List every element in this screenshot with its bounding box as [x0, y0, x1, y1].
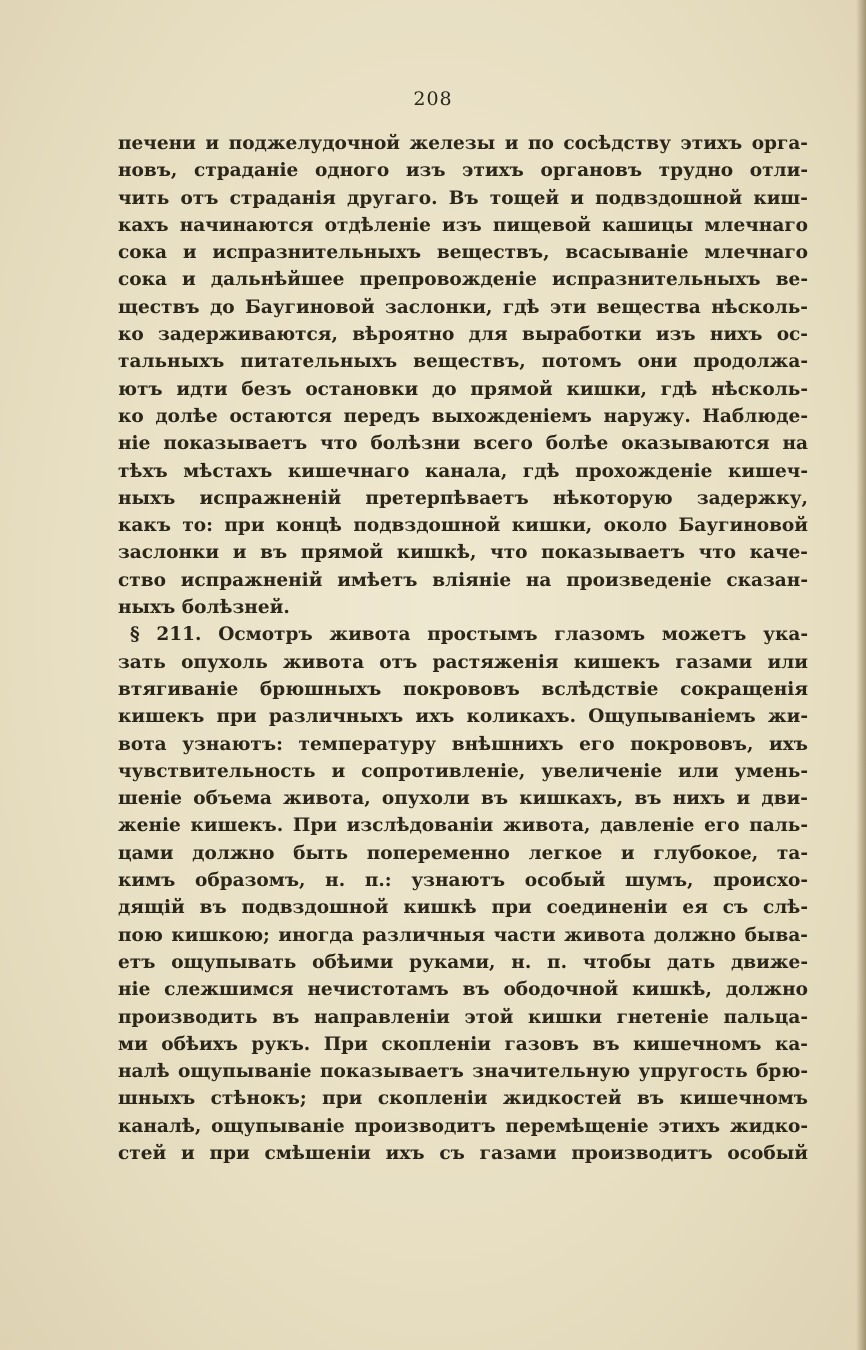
text-line: втягиваніе брюшныхъ покрововъ вслѣдствіе сокращенія [118, 678, 808, 700]
text-line: печени и поджелудочной железы и по сосѣдству этихъ орга- [118, 133, 808, 154]
text-line: тальныхъ питательныхъ веществъ, потомъ они продолжа- [118, 351, 808, 373]
text-line: етъ ощупывать обѣими руками, н. п. чтобы дать движе- [118, 951, 808, 973]
text-line: заслонки и въ прямой кишкѣ, что показываетъ что каче- [118, 542, 808, 564]
text-line: дящій въ подвздошной кишкѣ при соединеніи ея съ слѣ- [118, 897, 808, 919]
text-line: производить въ направленіи этой кишки гнетеніе пальца- [118, 1006, 808, 1028]
text-line: новъ, страданіе одного изъ этихъ органовъ трудно отли- [118, 160, 808, 182]
text-line: вота узнаютъ: температуру внѣшнихъ его покрововъ, ихъ [118, 733, 808, 755]
text-line: ство испражненій имѣетъ вліяніе на произведеніе сказан- [118, 569, 808, 591]
text-line: кахъ начинаются отдѣленіе изъ пищевой кашицы млечнаго [118, 214, 808, 236]
text-line: каналѣ, ощупываніе производитъ перемѣщеніе этихъ жидко- [118, 1115, 808, 1137]
text-line: чувствительность и сопротивленіе, увеличеніе или умень- [118, 760, 808, 782]
text-line: ныхъ испражненій претерпѣваетъ нѣкоторую задержку, [118, 487, 808, 509]
text-line: сока и испразнительныхъ веществъ, всасываніе млечнаго [118, 242, 808, 264]
text-line: ютъ идти безъ остановки до прямой кишки, гдѣ нѣсколь- [118, 378, 808, 400]
text-line: кимъ образомъ, н. п.: узнаютъ особый шумъ, происхо- [118, 870, 808, 892]
text-line: сока и дальнѣйшее препровожденіе испразнительныхъ ве- [118, 269, 808, 291]
text-line: шныхъ стѣнокъ; при скопленіи жидкостей въ кишечномъ [118, 1088, 808, 1110]
text-line: ніе показываетъ что болѣзни всего болѣе оказываются на [118, 433, 808, 455]
text-line: ко задерживаются, вѣроятно для выработки изъ нихъ ос- [118, 324, 808, 346]
page-number: 208 [413, 88, 453, 110]
text-line: цами должно быть попеременно легкое и глубокое, та- [118, 842, 808, 864]
text-line: стей и при смѣшеніи ихъ съ газами производитъ особый [118, 1142, 808, 1164]
text-line: ми обѣихъ рукъ. При скопленіи газовъ въ кишечномъ ка- [118, 1033, 808, 1055]
body-text [118, 130, 808, 1167]
text-line: зать опухоль живота отъ растяженія кишекъ газами или [118, 651, 808, 673]
text-line: тѣхъ мѣстахъ кишечнаго канала, гдѣ прохожденіе кишеч- [118, 460, 808, 482]
page-edge-shadow [856, 0, 866, 1350]
text-line: чить отъ страданія другаго. Въ тощей и подвздошной киш- [118, 187, 808, 209]
text-line: женіе кишекъ. При изслѣдованіи живота, давленіе его паль- [118, 815, 808, 837]
text-line: шеніе объема живота, опухоли въ кишкахъ, въ нихъ и дви- [118, 788, 808, 810]
text-line: налѣ ощупываніе показываетъ значительную упругость брю- [118, 1061, 808, 1083]
text-line: пою кишкою; иногда различныя части живота должно быва- [118, 924, 808, 946]
text-line: ніе слежшимся нечистотамъ въ ободочной кишкѣ, должно [118, 979, 808, 1001]
text-line: кишекъ при различныхъ ихъ коликахъ. Ощупываніемъ жи- [118, 706, 808, 728]
text-line: какъ то: при концѣ подвздошной кишки, около Баугиновой [118, 515, 808, 537]
text-line: ко долѣе остаются передъ выхожденіемъ наружу. Наблюде- [118, 405, 808, 427]
text-line: ществъ до Баугиновой заслонки, гдѣ эти вещества нѣсколь- [118, 296, 808, 318]
section-heading-line: § 211. Осмотръ живота простымъ глазомъ можетъ ука- [130, 624, 808, 646]
text-line: ныхъ болѣзней. [118, 597, 290, 619]
